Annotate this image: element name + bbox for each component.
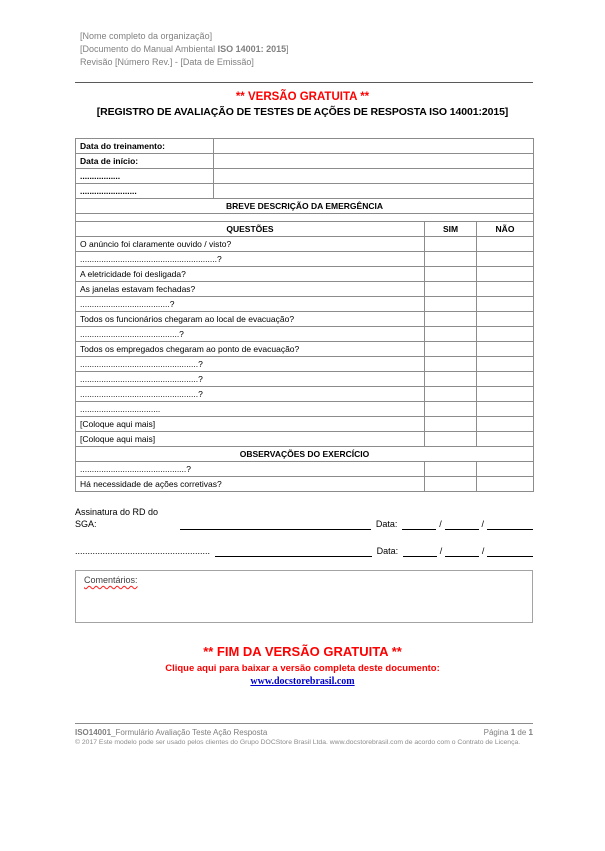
nao-answer-cell[interactable] <box>477 237 534 252</box>
question-cell: Todos os empregados chegaram ao ponto de evacuação? <box>76 342 425 357</box>
nao-answer-cell[interactable] <box>477 387 534 402</box>
question-cell: ..................................................? <box>76 372 425 387</box>
table-row <box>76 154 534 169</box>
download-prompt[interactable]: Clique aqui para baixar a versão completa deste documento: <box>165 663 440 674</box>
question-cell: .............................................? <box>76 462 425 477</box>
table-row <box>76 327 534 342</box>
date-label: Data: <box>375 519 398 529</box>
signature-label: Assinatura do RD do SGA: <box>75 507 159 529</box>
info-label: ................. <box>76 169 214 184</box>
comments-box[interactable] <box>75 570 533 623</box>
table-row <box>76 139 534 154</box>
nao-answer-cell[interactable] <box>477 252 534 267</box>
date-year-line[interactable] <box>487 546 533 557</box>
table-row <box>76 402 534 417</box>
question-cell: O anúncio foi claramente ouvido / visto? <box>76 237 425 252</box>
nao-answer-cell[interactable] <box>477 432 534 447</box>
question-cell: Há necessidade de ações corretivas? <box>76 477 425 492</box>
question-cell: [Coloque aqui mais] <box>76 432 425 447</box>
table-row <box>76 214 534 222</box>
page-indicator: Página 1 de 1 <box>483 728 533 737</box>
question-cell: .................................. <box>76 402 425 417</box>
section-header-row <box>76 199 534 214</box>
info-value-cell[interactable] <box>214 184 534 199</box>
emergency-description-cell[interactable] <box>76 214 534 222</box>
header-divider <box>75 82 533 83</box>
sim-answer-cell[interactable] <box>425 387 477 402</box>
date-month-line[interactable] <box>445 546 479 557</box>
date-day-line[interactable] <box>403 546 437 557</box>
no-column-header: NÃO <box>477 222 534 237</box>
section-header-row <box>76 447 534 462</box>
footer-divider <box>75 723 533 724</box>
date-label: Data: <box>376 546 399 556</box>
info-value-cell[interactable] <box>214 154 534 169</box>
column-header-row <box>76 222 534 237</box>
page-title: [REGISTRO DE AVALIAÇÃO DE TESTES DE AÇÕES DE RESPOSTA ISO 14001:2015] <box>96 106 509 118</box>
sim-answer-cell[interactable] <box>425 282 477 297</box>
info-value-cell[interactable] <box>214 169 534 184</box>
sim-answer-cell[interactable] <box>425 312 477 327</box>
table-row <box>76 184 534 199</box>
table-row <box>76 342 534 357</box>
info-value-cell[interactable] <box>214 139 534 154</box>
date-year-line[interactable] <box>487 519 533 530</box>
question-cell: A eletricidade foi desligada? <box>76 267 425 282</box>
copyright-line: © 2017 Este modelo pode ser usado pelos clientes do Grupo DOCStore Brasil Ltda. www.docstorebrasil.com de acordo com o Contrato de Licença. <box>75 739 521 746</box>
table-row <box>76 432 534 447</box>
sim-answer-cell[interactable] <box>425 417 477 432</box>
nao-answer-cell[interactable] <box>477 327 534 342</box>
signature-row-rd: Assinatura do RD do SGA: Data: / / <box>75 506 533 530</box>
nao-answer-cell[interactable] <box>477 267 534 282</box>
docstore-link[interactable]: www.docstorebrasil.com <box>250 676 355 687</box>
table-row <box>76 169 534 184</box>
observations-header: OBSERVAÇÕES DO EXERCÍCIO <box>76 447 534 462</box>
table-row <box>76 372 534 387</box>
signature-line[interactable] <box>180 519 370 530</box>
questions-column-header: QUESTÕES <box>76 222 425 237</box>
table-row <box>76 417 534 432</box>
nao-answer-cell[interactable] <box>477 297 534 312</box>
sim-answer-cell[interactable] <box>425 357 477 372</box>
document-header <box>80 30 533 69</box>
organization-name: [Nome completo da organização] <box>80 31 213 41</box>
question-cell: As janelas estavam fechadas? <box>76 282 425 297</box>
signature-label-dots: ...................................................... <box>75 546 211 556</box>
revision-line: Revisão [Número Rev.] - [Data de Emissão] <box>80 57 254 67</box>
end-free-version-banner: ** FIM DA VERSÃO GRATUITA ** <box>203 644 402 659</box>
question-cell: ..................................................? <box>76 357 425 372</box>
nao-answer-cell[interactable] <box>477 312 534 327</box>
signature-row-other: ...................................................... Data: / / <box>75 545 533 557</box>
table-row <box>76 237 534 252</box>
info-label: Data de início: <box>76 154 214 169</box>
question-cell: ......................................? <box>76 297 425 312</box>
info-label: ........................ <box>76 184 214 199</box>
sim-answer-cell[interactable] <box>425 297 477 312</box>
emergency-description-header: BREVE DESCRIÇÃO DA EMERGÊNCIA <box>76 199 534 214</box>
nao-answer-cell[interactable] <box>477 462 534 477</box>
sim-answer-cell[interactable] <box>425 372 477 387</box>
question-cell: ..................................................? <box>76 387 425 402</box>
table-row <box>76 267 534 282</box>
evaluation-form-table <box>75 138 534 492</box>
date-day-line[interactable] <box>402 519 436 530</box>
table-row <box>76 477 534 492</box>
table-row <box>76 282 534 297</box>
sim-answer-cell[interactable] <box>425 342 477 357</box>
nao-answer-cell[interactable] <box>477 357 534 372</box>
sim-answer-cell[interactable] <box>425 432 477 447</box>
footer-file-name: ISO14001_Formulário Avaliação Teste Ação Resposta <box>75 728 268 737</box>
sim-answer-cell[interactable] <box>425 237 477 252</box>
nao-answer-cell[interactable] <box>477 402 534 417</box>
manual-reference: [Documento do Manual Ambiental ISO 14001: 2015] <box>80 44 289 54</box>
nao-answer-cell[interactable] <box>477 372 534 387</box>
nao-answer-cell[interactable] <box>477 342 534 357</box>
question-cell: Todos os funcionários chegaram ao local de evacuação? <box>76 312 425 327</box>
table-row <box>76 357 534 372</box>
iso-standard: ISO 14001: 2015 <box>217 44 287 54</box>
sim-answer-cell[interactable] <box>425 327 477 342</box>
question-cell: [Coloque aqui mais] <box>76 417 425 432</box>
footer-file-line <box>75 728 533 737</box>
yes-column-header: SIM <box>425 222 477 237</box>
comments-label: Comentários: <box>84 575 138 585</box>
table-row <box>76 297 534 312</box>
sim-answer-cell[interactable] <box>425 462 477 477</box>
date-month-line[interactable] <box>445 519 479 530</box>
nao-answer-cell[interactable] <box>477 282 534 297</box>
sim-answer-cell[interactable] <box>425 252 477 267</box>
signature-line[interactable] <box>215 546 372 557</box>
nao-answer-cell[interactable] <box>477 417 534 432</box>
sim-answer-cell[interactable] <box>425 402 477 417</box>
question-cell: ..........................................? <box>76 327 425 342</box>
sim-answer-cell[interactable] <box>425 477 477 492</box>
table-row <box>76 387 534 402</box>
table-row <box>76 312 534 327</box>
question-cell: ..........................................................? <box>76 252 425 267</box>
sim-answer-cell[interactable] <box>425 267 477 282</box>
table-row <box>76 462 534 477</box>
table-row <box>76 252 534 267</box>
nao-answer-cell[interactable] <box>477 477 534 492</box>
info-label: Data do treinamento: <box>76 139 214 154</box>
free-version-banner: ** VERSÃO GRATUITA ** <box>235 91 370 103</box>
